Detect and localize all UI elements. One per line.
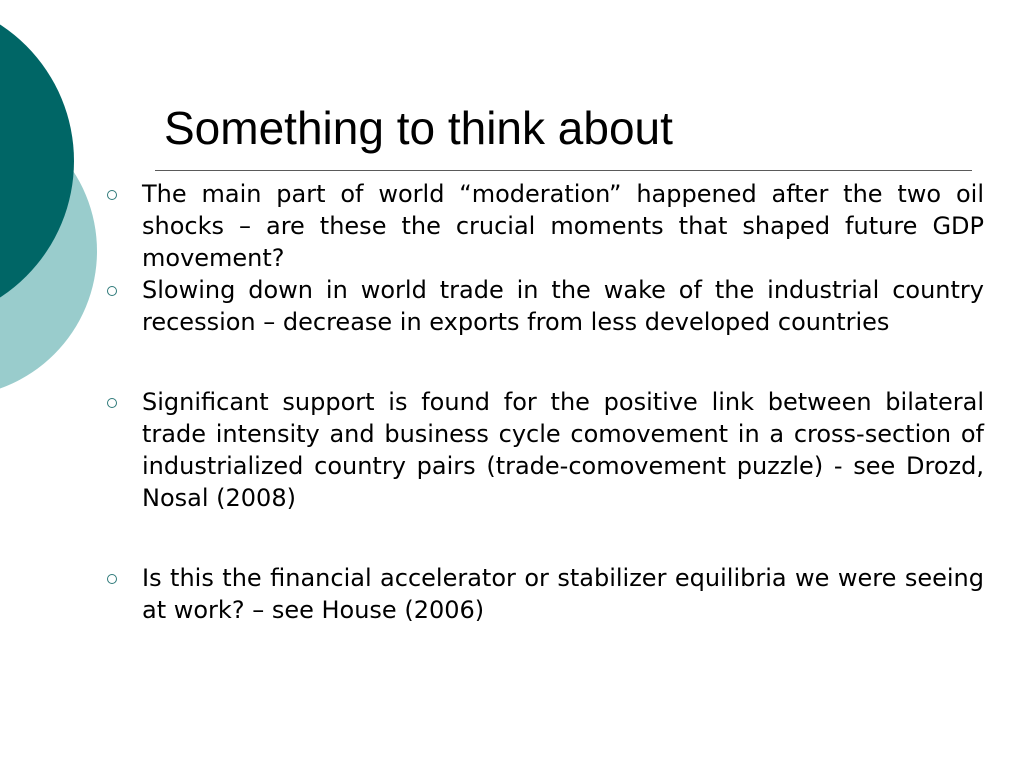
- bullet-item: [142, 178, 984, 274]
- bullet-text: Slowing down in world trade in the wake of the industrial country recession – decrease in exports from less developed countries: [142, 276, 984, 336]
- bullet-text: Is this the financial accelerator or stabilizer equilibria we were seeing at work? – see House (2006): [142, 564, 984, 624]
- bullet-text: The main part of world “moderation” happened after the two oil shocks – are these the crucial moments that shaped future GDP movement?: [142, 180, 984, 272]
- bullet-list: [0, 178, 1024, 626]
- slide-title: Something to think about: [164, 102, 673, 154]
- bullet-text: Significant support is found for the positive link between bilateral trade intensity and business cycle comovement in a cross-section of industrialized country pairs (trade-comovement puzzle) - see Drozd, Nosal (2008): [142, 388, 984, 512]
- bullet-item: [142, 562, 984, 626]
- hollow-circle-bullet-icon: [107, 286, 117, 296]
- bullet-item: [142, 386, 984, 514]
- hollow-circle-bullet-icon: [107, 574, 117, 584]
- title-divider: [155, 170, 972, 171]
- hollow-circle-bullet-icon: [107, 398, 117, 408]
- hollow-circle-bullet-icon: [107, 190, 117, 200]
- bullet-item: [142, 274, 984, 338]
